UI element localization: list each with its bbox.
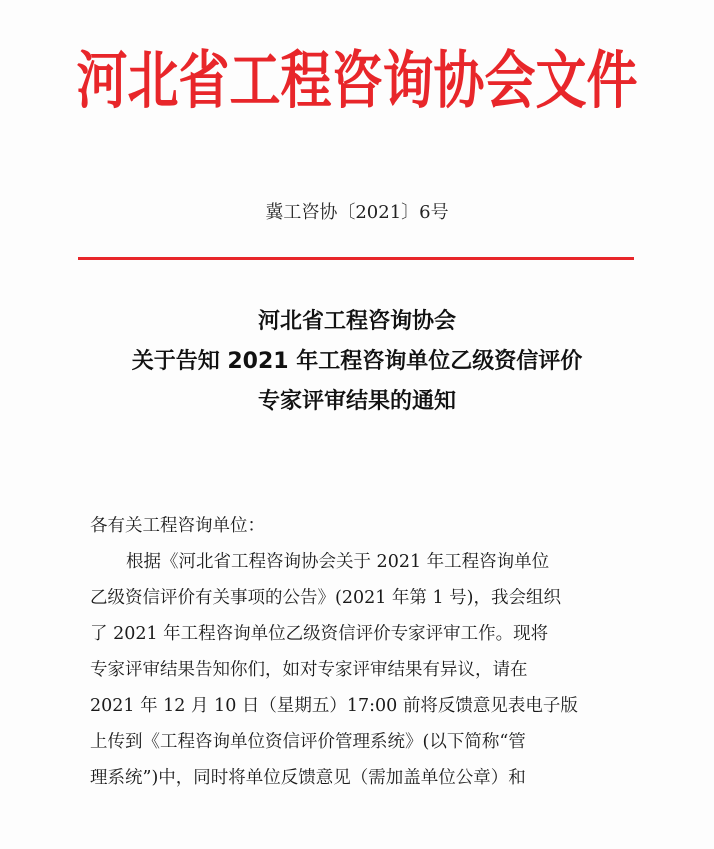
body-line: 乙级资信评价有关事项的公告》(2021 年第 1 号)，我会组织: [90, 588, 562, 608]
body-line: 上传到《工程咨询单位资信评价管理系统》(以下简称“管: [90, 732, 526, 752]
notice-body: [90, 508, 630, 796]
title-line-2: 关于告知 2021 年工程咨询单位乙级资信评价: [131, 349, 583, 374]
notice-title: [0, 302, 714, 422]
red-divider-line: [78, 257, 634, 260]
document-number: 冀工咨协〔2021〕6号: [265, 202, 449, 223]
body-line: 2021 年 12 月 10 日（星期五）17:00 前将反馈意见表电子版: [90, 696, 578, 716]
body-line: 根据《河北省工程咨询协会关于 2021 年工程咨询单位: [126, 552, 550, 572]
salutation: 各有关工程咨询单位：: [90, 516, 265, 536]
body-line: 了 2021 年工程咨询单位乙级资信评价专家评审工作。现将: [90, 624, 549, 644]
body-line: 理系统”)中，同时将单位反馈意见（需加盖单位公章）和: [90, 768, 526, 788]
title-line-3: 专家评审结果的通知: [257, 389, 456, 414]
body-line: 专家评审结果告知你们，如对专家评审结果有异议，请在: [90, 660, 528, 680]
title-line-1: 河北省工程咨询协会: [257, 309, 456, 334]
document-header: 河北省工程咨询协会文件: [76, 44, 638, 118]
